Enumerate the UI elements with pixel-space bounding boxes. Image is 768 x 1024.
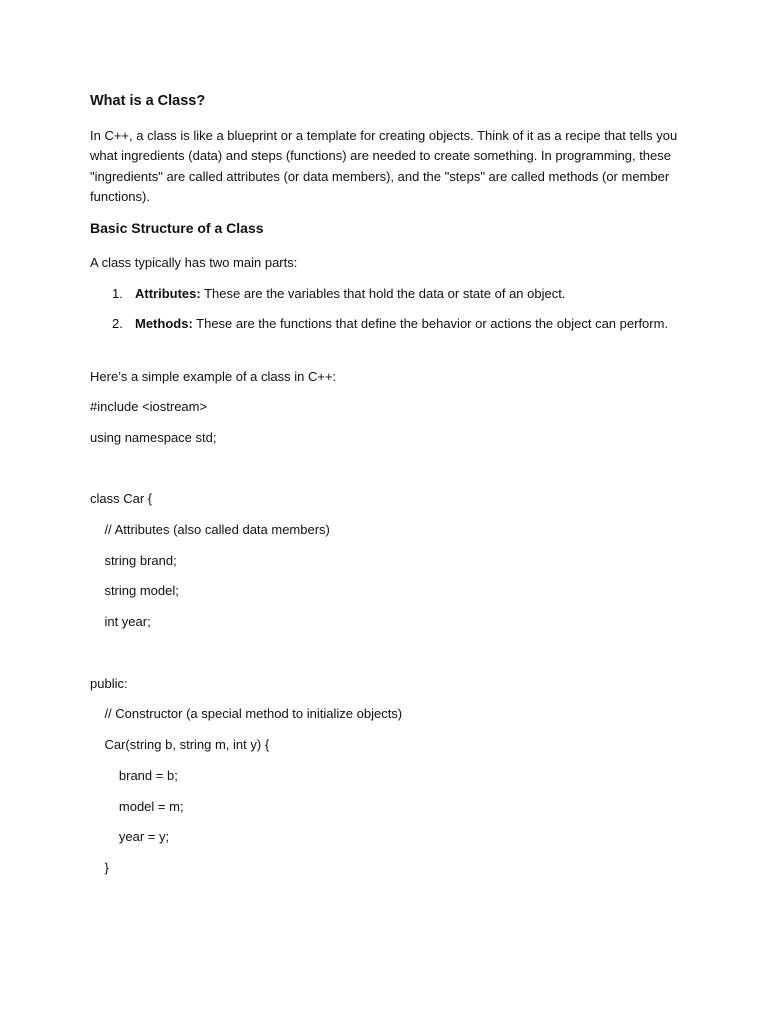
parts-intro-text: A class typically has two main parts: — [90, 255, 298, 270]
code-line: Car(string b, string m, int y) { — [90, 737, 270, 752]
intro-paragraph: In C++, a class is like a blueprint or a template for creating objects. Think of it as a recipe that tells you what ingredients (data) and steps (functions) are needed to create something. In programming, these "ingredients" are called attributes (or data members), and the "steps" are called methods (or member functions). — [90, 128, 678, 204]
code-line: // Constructor (a special method to initialize objects) — [90, 706, 403, 721]
code-line: string model; — [90, 583, 179, 598]
heading-what-is-a-class: What is a Class? — [90, 93, 206, 109]
list-number: 2. — [112, 316, 123, 331]
code-line: #include <iostream> — [90, 399, 208, 414]
code-line: string brand; — [90, 553, 177, 568]
code-line: year = y; — [90, 829, 170, 844]
code-line: } — [90, 860, 109, 875]
list-term: Methods: — [135, 316, 193, 331]
list-number: 1. — [112, 286, 123, 301]
list-text: These are the variables that hold the data or state of an object. — [200, 286, 566, 301]
code-line: int year; — [90, 614, 151, 629]
code-line: public: — [90, 676, 128, 691]
list-term: Attributes: — [135, 286, 201, 301]
code-line: // Attributes (also called data members) — [90, 522, 330, 537]
code-line: using namespace std; — [90, 430, 217, 445]
heading-basic-structure: Basic Structure of a Class — [90, 220, 264, 236]
list-text: These are the functions that define the behavior or actions the object can perform. — [192, 316, 669, 331]
list-item-attributes — [90, 284, 680, 306]
list-item-methods — [90, 314, 680, 356]
example-intro-text: Here’s a simple example of a class in C++: — [90, 369, 337, 384]
code-line: class Car { — [90, 491, 153, 506]
code-line: brand = b; — [90, 768, 178, 783]
code-line: model = m; — [90, 799, 184, 814]
